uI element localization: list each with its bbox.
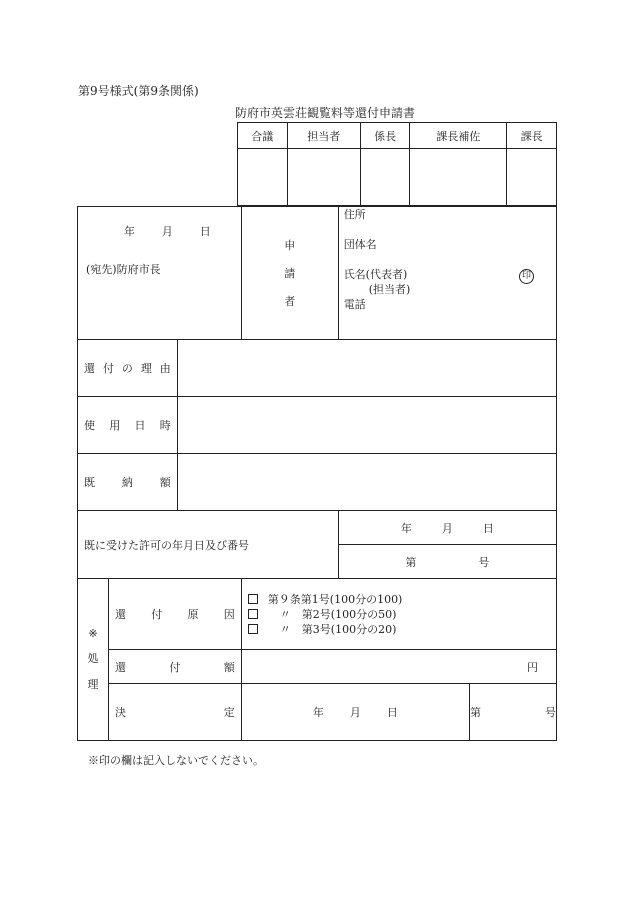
usage-datetime-field[interactable]	[177, 397, 556, 454]
form-title: 防府市英雲荘観覧料等還付申請書	[234, 106, 415, 120]
date-month-label: 月	[161, 225, 173, 238]
refund-cause-label: 還 付 原 因	[109, 579, 242, 650]
application-form-table	[77, 206, 557, 741]
cause-option-2[interactable]: 〃 第2号(100分の50)	[248, 607, 556, 622]
representative-name-label: 氏名(代表者)	[343, 268, 408, 281]
applicant-char: 請	[284, 267, 296, 280]
refund-reason-field[interactable]	[177, 340, 556, 397]
processing-vertical-label: ※ 処 理	[78, 579, 109, 741]
cause-option-1[interactable]: 第９条第1号(100分の100)	[248, 592, 556, 607]
approval-stamp-cell[interactable]	[238, 149, 288, 206]
contact-person-label: (担当者)	[368, 283, 411, 296]
approval-stamp-cell[interactable]	[287, 149, 360, 206]
checkbox-icon	[248, 624, 258, 634]
approval-header-tantou: 担当者	[287, 123, 360, 149]
prior-permit-number-field[interactable]: 第 号	[338, 545, 556, 579]
approval-stamp-cell[interactable]	[360, 149, 410, 206]
group-name-label: 団体名	[343, 238, 377, 251]
refund-reason-label: 還 付 の 理 由	[78, 340, 178, 397]
refund-amount-field[interactable]	[241, 650, 556, 684]
address-label: 住所	[343, 208, 366, 221]
applicant-details-cell[interactable]	[338, 207, 556, 340]
usage-datetime-label: 使 用 日 時	[78, 397, 178, 454]
decision-label: 決 定	[109, 684, 242, 741]
form-number: 第9号様式(第9条関係)	[78, 84, 199, 98]
approval-header-gougi: 合議	[238, 123, 288, 149]
applicant-char: 者	[284, 295, 296, 308]
checkbox-icon	[248, 594, 258, 604]
refund-amount-label: 還 付 額	[109, 650, 242, 684]
date-day-label: 日	[199, 225, 211, 238]
footer-note: ※印の欄は記入しないでください。	[88, 754, 264, 767]
prior-permit-label: 既に受けた許可の年月日及び番号	[78, 511, 339, 579]
addressee: (宛先)防府市長	[86, 263, 161, 276]
seal-icon: 印	[519, 269, 534, 284]
refund-cause-options	[241, 579, 556, 650]
date-year-label: 年	[124, 225, 135, 238]
paid-amount-label: 既 納 額	[78, 454, 178, 511]
decision-number-field[interactable]: 第 号	[470, 684, 557, 741]
approval-header-kacho: 課長	[507, 123, 557, 149]
approval-stamp-cell[interactable]	[410, 149, 507, 206]
approval-stamp-cell[interactable]	[507, 149, 557, 206]
decision-date-field[interactable]: 年 月 日	[241, 684, 469, 741]
prior-permit-date-field[interactable]: 年 月 日	[338, 511, 556, 545]
approval-stamp-table	[237, 122, 557, 206]
checkbox-icon	[248, 609, 258, 619]
paid-amount-field[interactable]	[177, 454, 556, 511]
approval-header-kachohosa: 課長補佐	[410, 123, 507, 149]
date-addressee-cell	[78, 207, 242, 340]
applicant-vertical-label	[241, 207, 338, 340]
applicant-char: 申	[284, 239, 296, 252]
approval-header-kakaricho: 係長	[360, 123, 410, 149]
phone-label: 電話	[343, 298, 366, 311]
yen-unit: 円	[527, 660, 538, 674]
processing-marker: ※	[88, 627, 98, 640]
cause-option-3[interactable]: 〃 第3号(100分の20)	[248, 622, 556, 637]
